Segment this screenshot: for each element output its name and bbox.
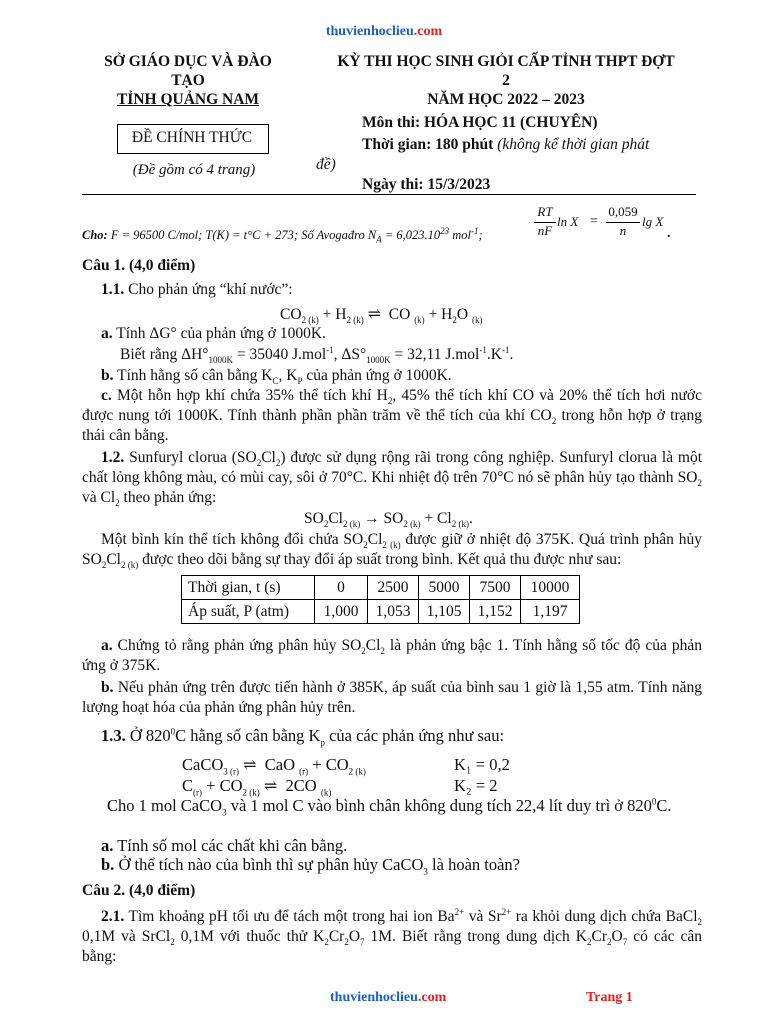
q1-3-intro: 1.3. Ở $820^0C$ hằng số cân bằng $K_p$ của các phản ứng như sau: — [101, 726, 505, 748]
pressure-time-table — [181, 575, 580, 624]
q1-3-b: b. Ở thể tích nào của bình thì sự phân hủy CaCO$_3$ là hoàn toàn? — [101, 855, 521, 877]
lg-term: lg X — [642, 214, 664, 229]
exam-heading: KỲ THI HỌC SINH GIỎI CẤP TỈNH THPT ĐỢT 2 NĂM HỌC 2022 – 2023 — [337, 53, 675, 108]
q2-1-intro: 2.1. Tìm khoảng pH tối ưu để tách một trong hai ion $Ba^{2+}$ và $Sr^{2+}$ ra khỏi dung dịch chứa BaCl$_2$ 0,1M và SrCl$_2$ 0,1M với thuốc thử $K_2Cr_2O_7$ 1M. Biết rằng trong dung dịch $K_2Cr_2O_7$ có các cân bằng: — [82, 906, 703, 965]
official-label: ĐỀ CHÍNH THỨC — [131, 129, 253, 146]
q1-2-intro: 1.2. Sunfuryl clorua $(SO_2Cl_2)$ được sử dụng rộng rãi trong công nghiệp. Sunfuryl clorua là một chất lỏng không màu, có mùi cay, sôi ở 70°C. Khi nhiệt độ trên 70°C nó sẽ phân hủy tạo thành $SO_2$ và $Cl_2$ theo phản ứng: — [82, 449, 703, 509]
frac2: 0,059 n — [606, 204, 640, 239]
time-note-wrap: đề) — [316, 156, 336, 173]
q1-1-intro: 1.1. Cho phản ứng “khí nước”: — [101, 281, 293, 298]
water-gas-equation: $CO_{2 (k)} + H_{2 (k)}$ ⇌ CO $_{(k)} + H_2O$ $_{(k)}$ — [280, 306, 483, 326]
site-watermark-top: thuvienhoclieu.com — [325, 24, 443, 39]
page-number: Trang 1 — [586, 990, 633, 1005]
q1-3-a: a. Tính số mol các chất khi cân bằng. — [101, 836, 348, 855]
k1-value: K₁ = 0,2 — [454, 755, 510, 774]
time-line: Thời gian: 180 phút (không kể thời gian phát — [362, 136, 650, 153]
q1-1-a: a. Tính ΔG° của phản ứng ở 1000K. — [101, 325, 326, 342]
department-heading: SỞ GIÁO DỤC VÀ ĐÀO TẠO TỈNH QUẢNG NAM — [104, 53, 272, 108]
given-constants: Cho: F = 96500 C/mol; T(K) = t°C + 273; Số Avogađro $N_A = 6,023.10^{23}$ mol$^{-1}$; — [82, 225, 483, 245]
q1-title: Câu 1. (4,0 điểm) — [82, 257, 196, 274]
equals: = — [590, 214, 598, 229]
q1-3-setup: Cho 1 mol CaCO$_3$ và 1 mol C vào bình chân không dung tích 22,4 lít duy trì ở $820^0C$. — [107, 796, 672, 818]
site-watermark-bottom: thuvienhoclieu.com — [330, 990, 447, 1005]
table-row: Thời gian, t (s) 0 2500 5000 7500 10000 — [182, 576, 580, 600]
subject-line: Môn thi: HÓA HỌC 11 (CHUYÊN) — [362, 114, 598, 131]
equilibrium-1: CaCO$_{3 (r)}$ ⇌ CaO $_{(r)} + CO_{2 (k)}$ — [182, 755, 366, 777]
frac1: RT nF — [534, 204, 556, 239]
q1-2-b: b. Nếu phản ứng trên được tiến hành ở 385K, áp suất của bình sau 1 giờ là 1,55 atm. Tính năng lượng hoạt hóa của phản ứng phân hủy trên. — [82, 679, 702, 716]
equilibrium-2: $C_{(r)} + CO_{2 (k)}$ ⇌ 2CO $_{(k)}$ — [182, 776, 332, 798]
period: . — [667, 226, 671, 241]
exam-date: Ngày thi: 15/3/2023 — [362, 176, 491, 193]
q2-title: Câu 2. (4,0 điểm) — [82, 882, 196, 899]
pages-note: (Đề gồm có 4 trang) — [132, 162, 256, 178]
table-row: Áp suất, P (atm) 1,000 1,053 1,105 1,152 1,197 — [182, 600, 580, 624]
ln-term: ln X — [557, 214, 579, 229]
q1-1-a-given: Biết rằng $\Delta H^\circ_{1000K} = 35040$ J.mol$^{-1}$, $\Delta S^\circ_{1000K} = 32,11$ $J.mol^{-1}.K^{-1}$. — [120, 344, 514, 366]
k2-value: K₂ = 2 — [454, 776, 498, 795]
decomposition-equation: $SO_2Cl_{2 (k)} \to SO_{2 (k)} + Cl_{2 (k)}$. — [304, 510, 473, 530]
q1-2-setup: Một bình kín thể tích không đổi chứa $SO_2Cl_{2 (k)}$ được giữ ở nhiệt độ 375K. Quá trình phân hủy $SO_2Cl_{2 (k)}$ được theo dõi bằng sự thay đổi áp suất trong bình. Kết quả thu được như sau: — [82, 531, 703, 571]
q1-1-b: b. Tính hằng số cân bằng $K_C$, $K_P$ của phản ứng ở 1000K. — [101, 367, 452, 387]
q1-1-c: c. Một hỗn hợp khí chứa 35% thể tích khí $H_2$, 45% thể tích khí CO và 20% thể tích hơi nước được nung tới 1000K. Tính thành phần phần trăm về thể tích của khí $CO_2$ trong hỗn hợp ở trạng thái cân bằng. — [82, 387, 702, 444]
q1-2-a: a. Chứng tỏ rằng phản ứng phân hủy $SO_2Cl_2$ là phản ứng bậc 1. Tính hằng số tốc độ của phản ứng ở 375K. — [82, 637, 702, 674]
header-divider — [82, 194, 696, 195]
